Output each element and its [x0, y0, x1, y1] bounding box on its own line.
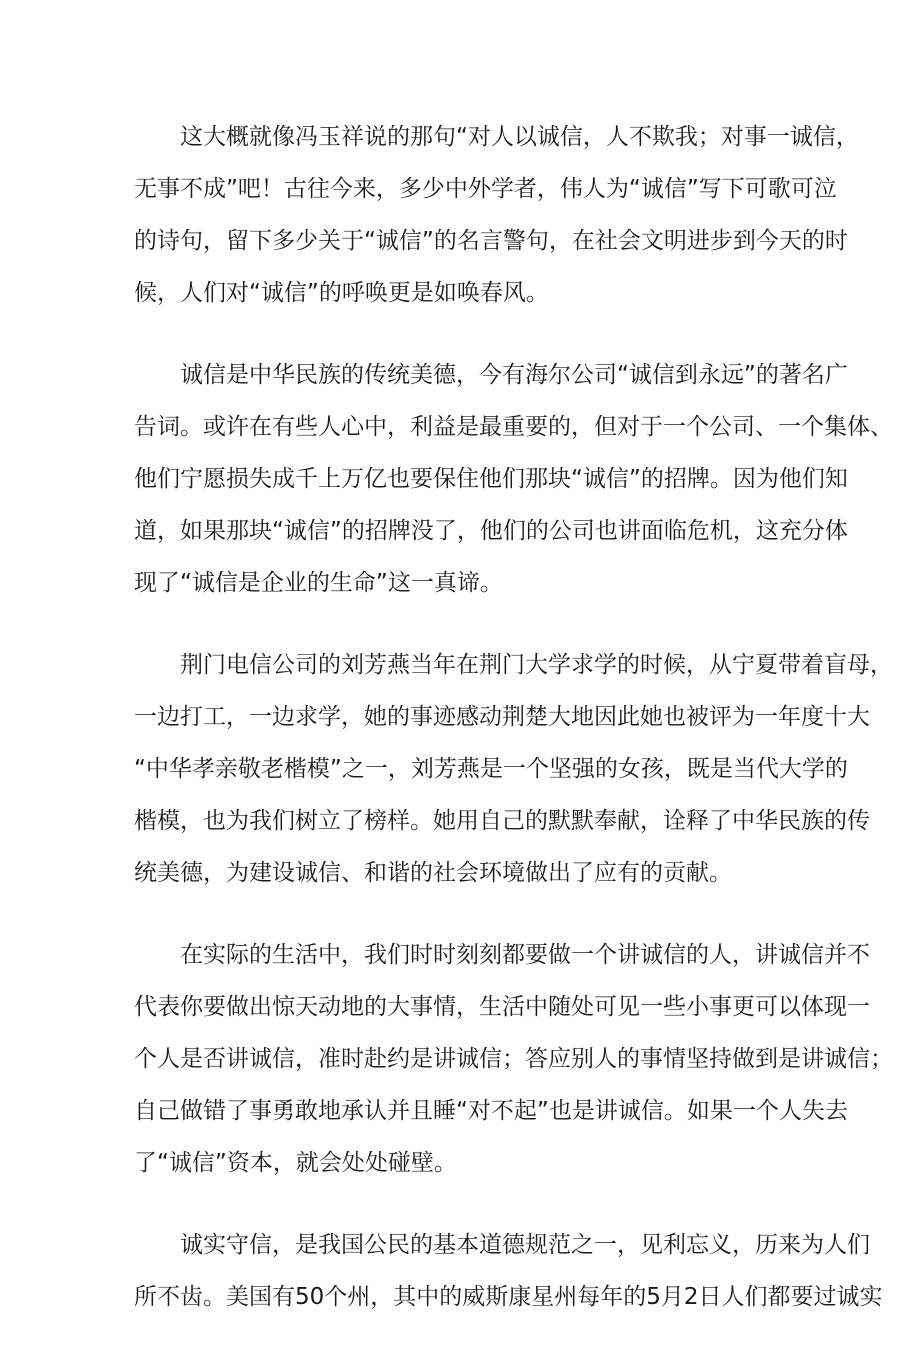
paragraph-line: 告词。或许在有些人心中，利益是最重要的，但对于一个公司、一个集体、 [134, 414, 893, 440]
paragraph-line: 一边打工，一边求学，她的事迹感动荆楚大地因此她也被评为一年度十大 [134, 704, 870, 730]
paragraph-line: 的诗句，留下多少关于“诚信”的名言警句，在社会文明进步到今天的时 [134, 228, 848, 254]
paragraph-4 [134, 929, 893, 1189]
paragraph-line: 在实际的生活中，我们时时刻刻都要做一个讲诚信的人，讲诚信并不 [180, 942, 870, 968]
paragraph-line: 候，人们对“诚信”的呼唤更是如唤春风。 [134, 280, 549, 306]
document-page [134, 111, 893, 1353]
paragraph-line: 道，如果那块“诚信”的招牌没了，他们的公司也讲面临危机，这充分体 [134, 518, 848, 544]
paragraph-line: 无事不成”吧！古往今来，多少中外学者，伟人为“诚信”写下可歌可泣 [134, 176, 837, 202]
paragraph-line: 诚信是中华民族的传统美德，今有海尔公司“诚信到永远”的著名广 [180, 362, 848, 388]
paragraph-line: 所不齿。美国有50个州，其中的威斯康星州每年的5月2日人们都要过诚实 [134, 1284, 883, 1310]
paragraph-line: 荆门电信公司的刘芳燕当年在荆门大学求学的时候，从宁夏带着盲母， [180, 652, 893, 678]
paragraph-line: 自己做错了事勇敢地承认并且睡“对不起”也是讲诚信。如果一个人失去 [134, 1098, 848, 1124]
paragraph-line: 了“诚信”资本，就会处处碰壁。 [134, 1150, 457, 1176]
paragraph-line: 诚实守信，是我国公民的基本道德规范之一，见利忘义，历来为人们 [180, 1232, 870, 1258]
paragraph-5 [134, 1219, 883, 1323]
paragraph-line: 代表你要做出惊天动地的大事情，生活中随处可见一些小事更可以体现一 [134, 994, 870, 1020]
paragraph-1 [134, 111, 859, 319]
paragraph-line: 现了“诚信是企业的生命”这一真谛。 [134, 570, 503, 596]
paragraph-line: 统美德，为建设诚信、和谐的社会环境做出了应有的贡献。 [134, 860, 732, 886]
paragraph-2 [134, 349, 893, 609]
paragraph-line: “中华孝亲敬老楷模”之一，刘芳燕是一个坚强的女孩，既是当代大学的 [134, 756, 848, 782]
paragraph-line: 他们宁愿损失成千上万亿也要保住他们那块“诚信”的招牌。因为他们知 [134, 466, 848, 492]
paragraph-line: 这大概就像冯玉祥说的那句“对人以诚信，人不欺我；对事一诚信， [180, 124, 859, 150]
paragraph-line: 楷模，也为我们树立了榜样。她用自己的默默奉献，诠释了中华民族的传 [134, 808, 870, 834]
paragraph-line: 个人是否讲诚信，准时赴约是讲诚信；答应别人的事情坚持做到是讲诚信； [134, 1046, 893, 1072]
paragraph-3 [134, 639, 893, 899]
